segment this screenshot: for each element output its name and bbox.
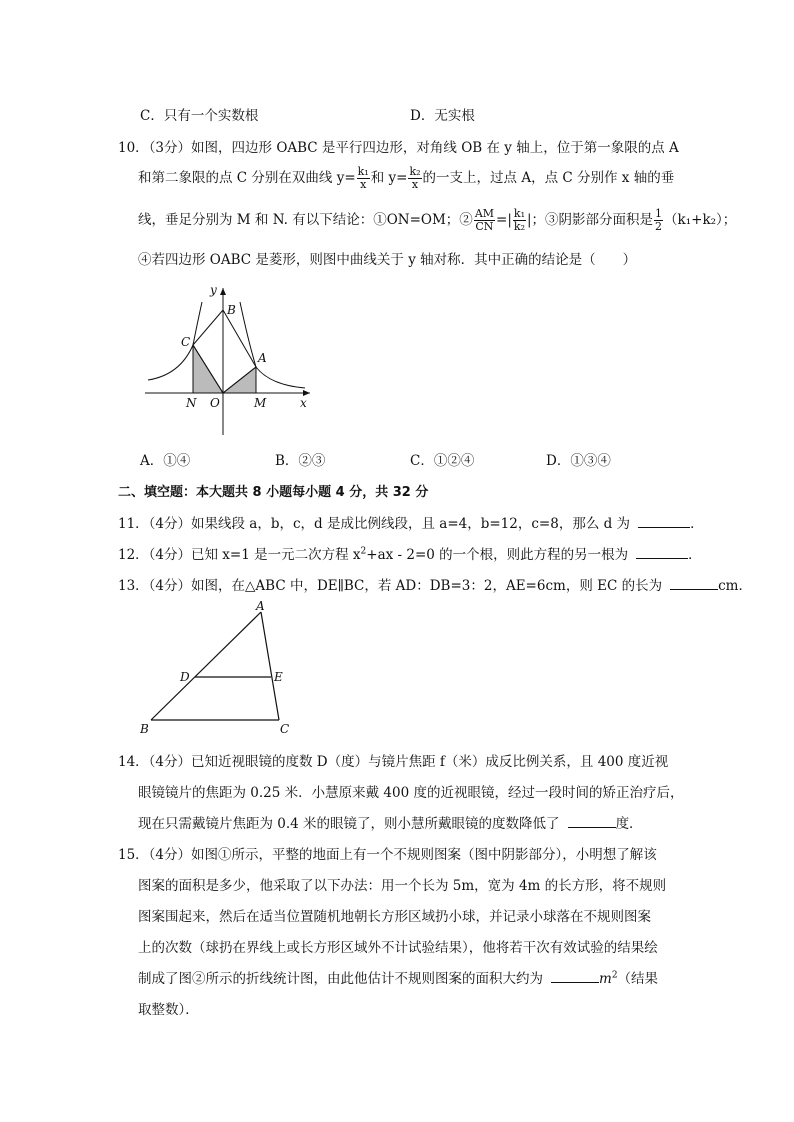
fraction-one-half: $\frac{1}{2}$ bbox=[655, 207, 663, 233]
q15-line-2: 图案的面积是多少，他采取了以下办法：用一个长为 5m，宽为 4m 的长方形，将不规则 bbox=[138, 878, 667, 894]
q10-hyperbola-figure bbox=[140, 280, 320, 440]
label-B: B bbox=[140, 722, 149, 736]
q9-option-d: D．无实根 bbox=[410, 108, 475, 124]
q10-option-c: C．①②④ bbox=[410, 453, 475, 469]
q9-option-c: C．只有一个实数根 bbox=[140, 108, 259, 124]
answer-blank bbox=[568, 814, 616, 829]
answer-blank bbox=[638, 514, 690, 529]
q12: 12．（4分）已知 x=1 是一元二次方程 $x^2+ax - 2=0$ 的一个根，则此方程的另一根为 ． bbox=[118, 546, 702, 563]
q11: 11．（4分）如果线段 a，b，c，d 是成比例线段，且 a=4，b=12，c=8，那么 d 为 ． bbox=[118, 512, 704, 532]
fraction-k2-over-x: $\frac{\text{k₂}}{x}$ bbox=[409, 165, 421, 191]
label-B: B bbox=[227, 303, 236, 317]
label-C: C bbox=[181, 335, 191, 349]
fraction-k1-over-x: $\frac{\text{k₁}}{x}$ bbox=[357, 165, 369, 191]
label-x: x bbox=[300, 396, 307, 410]
side-AB bbox=[151, 612, 261, 720]
label-y: y bbox=[210, 283, 217, 297]
q10-option-a: A．①④ bbox=[140, 453, 191, 469]
answer-blank bbox=[636, 545, 688, 560]
label-M: M bbox=[254, 396, 267, 410]
q10-line-1: 10．（3分）如图，四边形 OABC 是平行四边形，对角线 OB 在 y 轴上，位于第一象限的点 A bbox=[118, 140, 679, 156]
fraction-k1-over-k2: $\frac{\text{k₁}}{\text{k₂}}$ bbox=[513, 207, 525, 233]
label-N: N bbox=[186, 396, 197, 410]
answer-blank bbox=[551, 969, 599, 984]
q15-line-3: 图案围起来，然后在适当位置随机地朝长方形区域扔小球，并记录小球落在不规则图案 bbox=[138, 909, 651, 925]
answer-blank bbox=[670, 576, 718, 591]
q14-line-2: 眼镜镜片的焦距为 0.25 米．小慧原来戴 400 度的近视眼镜，经过一段时间的矫正治疗后， bbox=[138, 785, 684, 801]
q10-line-2: 和第二象限的点 C 分别在双曲线 y= $\frac{\text{k₁}}{x}$ 和 y= $\frac{\text{k₂}}{x}$ 的一支上，过点 A，点 C 分别作 x 轴的垂 bbox=[138, 165, 675, 191]
q13: 13．（4分）如图，在△ABC 中，DE∥BC，若 AD：DB=3：2，AE=6cm，则 EC 的长为 cm． bbox=[118, 574, 752, 594]
fraction-am-over-cn: $\frac{AM}{CN}$ bbox=[474, 207, 495, 233]
label-A: A bbox=[258, 351, 267, 365]
q15-line-5: 制成了图②所示的折线统计图，由此他估计不规则图案的面积大约为 $m^2$（结果 bbox=[138, 970, 659, 987]
q14-line-3: 现在只需戴镜片焦距为 0.4 米的眼镜了，则小慧所戴眼镜的度数降低了 度． bbox=[138, 812, 643, 832]
q10-option-d: D．①③④ bbox=[546, 453, 611, 469]
q10-line-3: 线，垂足分别为 M 和 N. 有以下结论：①ON=OM；② $\frac{AM}{CN}$ =| $\frac{\text{k₁}}{\text{k₂}}$ |；③阴影部分面积是 $\frac{1}{2}$ （k₁+k₂）； bbox=[138, 207, 737, 233]
q13-triangle-figure bbox=[136, 598, 296, 738]
q14-line-1: 14．（4分）已知近视眼镜的度数 D（度）与镜片焦距 f（米）成反比例关系，且 400 度近视 bbox=[118, 754, 669, 770]
q15-line-1: 15．（4分）如图①所示，平整的地面上有一个不规则图案（图中阴影部分），小明想了解该 bbox=[118, 847, 657, 863]
label-O: O bbox=[210, 396, 220, 410]
side-AC bbox=[261, 612, 279, 720]
q10-line-4: ④若四边形 OABC 是菱形，则图中曲线关于 y 轴对称．其中正确的结论是（ ） bbox=[138, 252, 637, 268]
label-A: A bbox=[256, 599, 265, 613]
section-heading-fill-in: 二、填空题：本大题共 8 小题每小题 4 分，共 32 分 bbox=[118, 485, 429, 500]
q15-line-4: 上的次数（球扔在界线上或长方形区域外不计试验结果），他将若干次有效试验的结果绘 bbox=[138, 940, 658, 956]
label-E: E bbox=[274, 670, 283, 684]
label-C: C bbox=[280, 722, 290, 736]
label-D: D bbox=[180, 670, 190, 684]
q10-option-b: B．②③ bbox=[275, 453, 326, 469]
q15-line-6: 取整数）． bbox=[138, 1002, 199, 1018]
